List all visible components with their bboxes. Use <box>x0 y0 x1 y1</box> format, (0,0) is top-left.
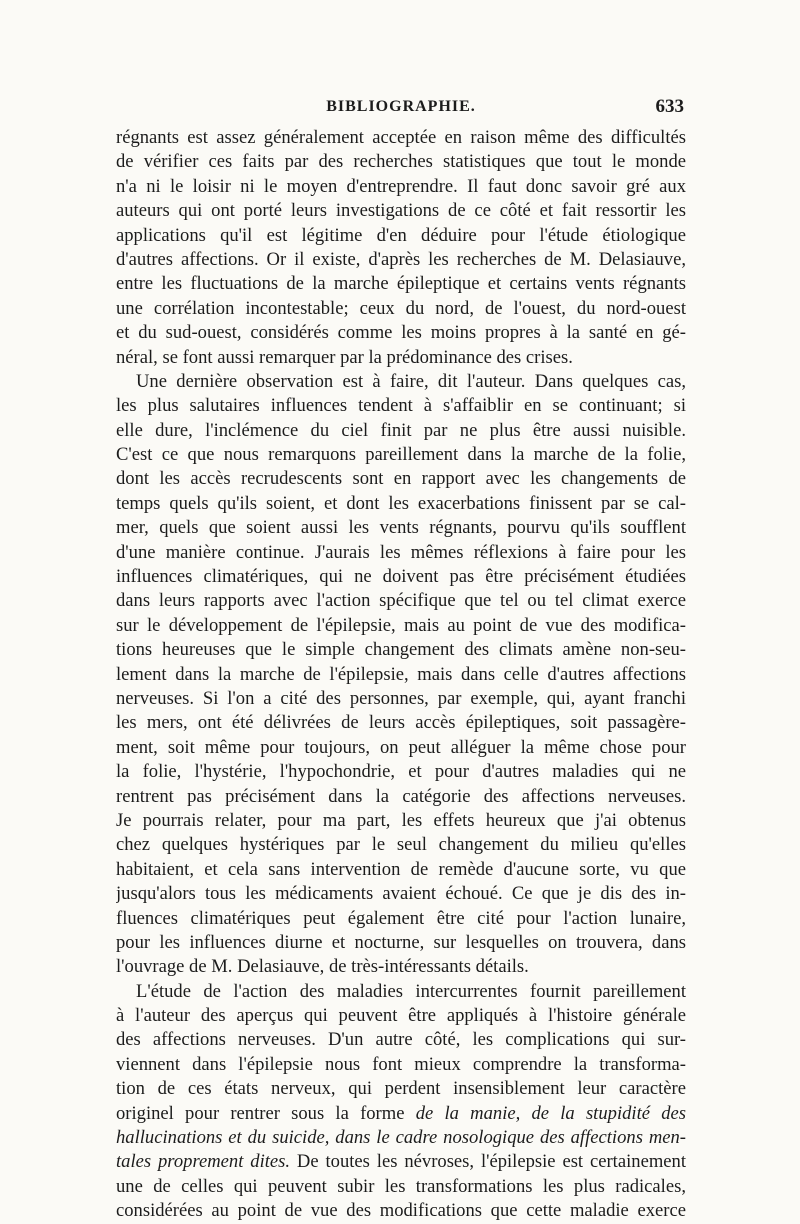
line-text: habitaient, et cela sans intervention de remède d'aucune sorte, vu que <box>116 858 686 880</box>
text-line <box>116 955 686 979</box>
text-line <box>116 833 686 857</box>
line-text: les mers, ont été délivrées de leurs accès épileptiques, soit passagère- <box>116 712 686 734</box>
line-text: temps quels qu'ils soient, et dont les exacerbations finissent par se cal- <box>116 492 686 514</box>
text-line <box>116 1126 686 1150</box>
text-line <box>116 638 686 662</box>
text-line <box>116 394 686 418</box>
line-text: L'étude de l'action des maladies intercurrentes fournit pareillement <box>136 980 686 1002</box>
text-line <box>116 1053 686 1077</box>
text-line <box>116 1102 686 1126</box>
line-text: auteurs qui ont porté leurs investigations de ce côté et fait ressortir les <box>116 200 686 222</box>
line-text: Je pourrais relater, pour ma part, les effets heureux que j'ai obtenus <box>116 809 686 831</box>
text-line <box>116 248 686 272</box>
line-text: les plus salutaires influences tendent à s'affaiblir en se continuant; si <box>116 395 686 417</box>
text-line <box>116 931 686 955</box>
text-line <box>116 467 686 491</box>
line-text: l'ouvrage de M. Delasiauve, de très-intéressants détails. <box>116 956 529 978</box>
line-text: d'autres affections. Or il existe, d'après les recherches de M. Delasiauve, <box>116 248 686 270</box>
text-line <box>116 614 686 638</box>
line-text: dont les accès recrudescents sont en rapport avec les changements de <box>116 468 686 490</box>
text-line <box>116 589 686 613</box>
text-line <box>116 858 686 882</box>
line-text: et du sud-ouest, considérés comme les moins propres à la santé en gé- <box>116 322 686 344</box>
text-line <box>116 297 686 321</box>
line-text: pour les influences diurne et nocturne, sur lesquelles on trouvera, dans <box>116 931 686 953</box>
line-text: d'une manière continue. J'aurais les mêmes réflexions à faire pour les <box>116 541 686 563</box>
text-line <box>116 492 686 516</box>
text-line <box>116 346 686 370</box>
text-line <box>116 711 686 735</box>
text-line <box>116 785 686 809</box>
text-line <box>116 224 686 248</box>
line-text: nerveuses. Si l'on a cité des personnes, par exemple, qui, ayant franchi <box>116 687 686 709</box>
page-number: 633 <box>655 96 684 117</box>
text-line <box>116 882 686 906</box>
line-text: tion de ces états nerveux, qui perdent insensiblement leur caractère <box>116 1078 686 1100</box>
body-text <box>116 126 686 1224</box>
line-text: influences climatériques, qui ne doivent pas être précisément étudiées <box>116 566 686 588</box>
line-text: chez quelques hystériques par le seul changement du milieu qu'elles <box>116 834 686 856</box>
line-text: ment, soit même pour toujours, on peut alléguer la même chose pour <box>116 736 686 758</box>
text-line <box>116 663 686 687</box>
line-text: néral, se font aussi remarquer par la prédominance des crises. <box>116 346 573 368</box>
line-text: rentrent pas précisément dans la catégorie des affections nerveuses. <box>116 785 686 807</box>
text-line <box>116 1004 686 1028</box>
line-text: lement dans la marche de l'épilepsie, mais dans celle d'autres affections <box>116 663 686 685</box>
text-line <box>116 516 686 540</box>
line-text: applications qu'il est légitime d'en déduire pour l'étude étiologique <box>116 224 686 246</box>
line-text: Une dernière observation est à faire, dit l'auteur. Dans quelques cas, <box>136 370 686 392</box>
text-line <box>116 980 686 1004</box>
page-header <box>118 98 684 124</box>
line-text: considérées au point de vue des modifications que cette maladie exerce <box>116 1200 686 1222</box>
line-text: entre les fluctuations de la marche épileptique et certains vents régnants <box>116 273 686 295</box>
text-line <box>116 272 686 296</box>
line-text: régnants est assez généralement acceptée en raison même des difficultés <box>116 127 686 148</box>
line-text: à l'auteur des aperçus qui peuvent être appliqués à l'histoire générale <box>116 1005 686 1027</box>
text-line <box>116 443 686 467</box>
text-line <box>116 760 686 784</box>
text-line <box>116 419 686 443</box>
text-line <box>116 1028 686 1052</box>
line-text: originel pour rentrer sous la forme <box>116 1102 416 1124</box>
text-line <box>116 809 686 833</box>
italic-text: de la manie, de la stupidité des <box>415 1102 686 1124</box>
text-line <box>116 1199 686 1223</box>
text-line <box>116 541 686 565</box>
line-text: jusqu'alors tous les médicaments avaient échoué. Ce que je dis des in- <box>116 883 686 905</box>
text-line <box>116 687 686 711</box>
line-text: dans leurs rapports avec l'action spécifique que tel ou tel climat exerce <box>116 590 686 612</box>
line-text: fluences climatériques peut également être cité pour l'action lunaire, <box>116 907 686 929</box>
line-text: la folie, l'hystérie, l'hypochondrie, et pour d'autres maladies qui ne <box>116 761 686 783</box>
italic-text: hallucinations et du suicide, dans le cadre nosologique des affections men- <box>116 1127 686 1149</box>
text-line <box>116 126 686 150</box>
text-line <box>116 1077 686 1101</box>
line-text: De toutes les névroses, l'épilepsie est certainement <box>290 1151 686 1173</box>
line-text: sur le développement de l'épilepsie, mais au point de vue des modifica- <box>116 614 686 636</box>
text-line <box>116 1175 686 1199</box>
line-text: des affections nerveuses. D'un autre côté, les complications qui sur- <box>116 1029 686 1051</box>
text-line <box>116 565 686 589</box>
text-line <box>116 321 686 345</box>
line-text: de vérifier ces faits par des recherches statistiques que tout le monde <box>116 151 686 173</box>
line-text: n'a ni le loisir ni le moyen d'entreprendre. Il faut donc savoir gré aux <box>116 175 686 197</box>
text-line <box>116 370 686 394</box>
text-line <box>116 175 686 199</box>
line-text: tions heureuses que le simple changement des climats amène non-seu- <box>116 639 686 661</box>
line-text: une de celles qui peuvent subir les transformations les plus radicales, <box>116 1175 686 1197</box>
line-text: elle dure, l'inclémence du ciel finit par ne plus être aussi nuisible. <box>116 419 686 441</box>
line-text: une corrélation incontestable; ceux du nord, de l'ouest, du nord-ouest <box>116 297 686 319</box>
text-line <box>116 150 686 174</box>
line-text: mer, quels que soient aussi les vents régnants, pourvu qu'ils soufflent <box>116 517 686 539</box>
italic-text: tales proprement dites. <box>116 1151 291 1173</box>
line-text: viennent dans l'épilepsie nous font mieux comprendre la transforma- <box>116 1053 686 1075</box>
text-line <box>116 907 686 931</box>
text-line <box>116 1150 686 1174</box>
running-head: BIBLIOGRAPHIE. <box>326 98 476 115</box>
text-line <box>116 736 686 760</box>
text-line <box>116 199 686 223</box>
line-text: C'est ce que nous remarquons pareillement dans la marche de la folie, <box>116 444 686 466</box>
